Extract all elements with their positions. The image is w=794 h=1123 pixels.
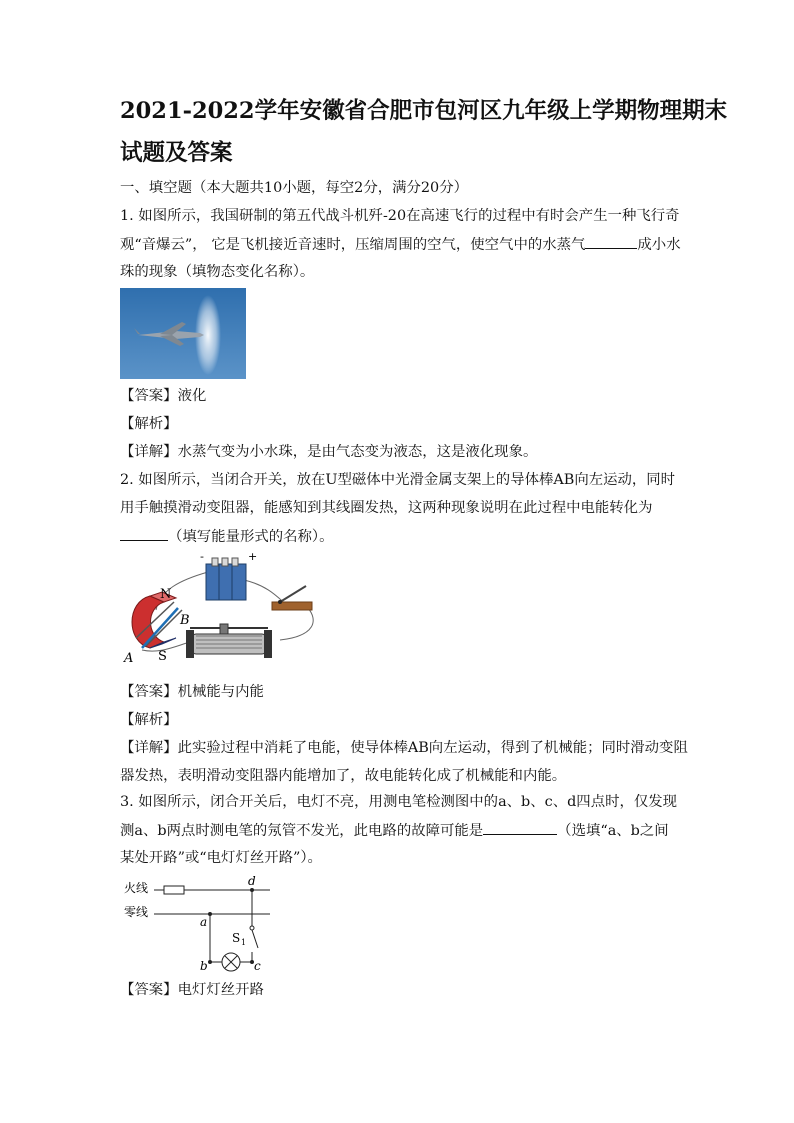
q3-text-line2 (120, 820, 669, 841)
point-b-label: b (200, 959, 208, 973)
document-title-line1: 2021-2022学年安徽省合肥市包河区九年级上学期物理期末 (120, 98, 728, 124)
q2-answer: 机械能与内能 (177, 684, 264, 700)
q3-text-line3: 某处开路”或“电灯灯丝开路”）。 (120, 850, 322, 866)
q2-text-line2: 用手触摸滑动变阻器，能感知到其线圈发热，这两种现象说明在此过程中电能转化为 (120, 500, 653, 516)
q2-answer-blank (120, 526, 168, 541)
answer-tag: 【答案】 (120, 684, 178, 700)
q1-detail: 水蒸气变为小水珠，是由气态变为液态，这是液化现象。 (177, 444, 538, 460)
q3-circuit-figure (120, 874, 280, 974)
answer-tag: 【答案】 (120, 982, 178, 998)
fuse-icon (164, 886, 184, 894)
q3-answer-blank (483, 820, 557, 835)
q2-detail-line1: 此实验过程中消耗了电能，使导体棒AB向左运动，得到了机械能；同时滑动变阻 (177, 740, 688, 756)
point-a-label: a (200, 915, 208, 929)
magnet-s-label: S (158, 649, 167, 664)
q1-fighter-jet-photo (120, 288, 246, 379)
q1-text-line1: 1. 如图所示，我国研制的第五代战斗机歼-20在高速飞行的过程中有时会产生一种飞行奇 (120, 208, 680, 224)
detail-tag: 【详解】 (120, 444, 178, 460)
neutral-wire-label: 零线 (124, 905, 149, 919)
lamp-icon (222, 953, 240, 971)
q1-analysis-tag: 【解析】 (120, 416, 178, 432)
magnet-n-label: N (160, 587, 172, 602)
battery-minus-label: - (200, 550, 204, 563)
q1-answer-row (120, 386, 206, 406)
switch-s1-subscript: 1 (241, 938, 247, 947)
q3-text-line2-a: 测a、b两点时测电笔的氖管不发光，此电路的故障可能是 (120, 823, 484, 839)
rod-point-a-label: A (124, 651, 134, 666)
q3-text-line2-b: （选填“a、b之间 (557, 823, 669, 839)
q1-detail-row (120, 442, 537, 462)
q3-text-line1: 3. 如图所示，闭合开关后，电灯不亮，用测电笔检测图中的a、b、c、d四点时，仅发现 (120, 794, 678, 810)
switch-s1-label: S (232, 931, 241, 945)
q1-answer: 液化 (177, 388, 207, 404)
q3-answer-row (120, 980, 264, 1000)
q1-text-line2-b: 成小水 (637, 237, 681, 253)
q2-detail-row (120, 738, 688, 758)
q3-answer: 电灯灯丝开路 (177, 982, 264, 998)
q2-detail-line2: 器发热，表明滑动变阻器内能增加了，故电能转化成了机械能和内能。 (120, 768, 567, 784)
q2-text-line3-text: （填写能量形式的名称）。 (168, 529, 334, 545)
q1-text-line3: 珠的现象（填物态变化名称）。 (120, 264, 315, 280)
point-d-label: d (248, 874, 256, 888)
rheostat-icon (186, 624, 272, 658)
q1-answer-blank (585, 234, 637, 249)
section-heading: 一、填空题（本大题共10小题，每空2分，满分20分） (120, 180, 468, 196)
q2-answer-row (120, 682, 264, 702)
q1-text-line2-a: 观“音爆云”， 它是飞机接近音速时，压缩周围的空气，使空气中的水蒸气 (120, 237, 586, 253)
document-title-line2: 试题及答案 (120, 140, 233, 166)
answer-tag: 【答案】 (120, 388, 178, 404)
live-wire-label: 火线 (124, 881, 149, 895)
q2-text-line1: 2. 如图所示，当闭合开关，放在U型磁体中光滑金属支架上的导体棒AB向左运动，同时 (120, 472, 676, 488)
point-c-label: c (254, 959, 261, 973)
knife-switch-icon (272, 586, 312, 610)
q2-circuit-figure (120, 550, 320, 670)
q1-text-line2 (120, 234, 681, 255)
q2-text-line3 (120, 526, 334, 547)
detail-tag: 【详解】 (120, 740, 178, 756)
switch-s1-icon (252, 930, 258, 948)
q2-analysis-tag: 【解析】 (120, 712, 178, 728)
battery-plus-label: + (248, 550, 258, 563)
battery-icon (206, 558, 246, 600)
rod-point-b-label: B (180, 613, 190, 628)
